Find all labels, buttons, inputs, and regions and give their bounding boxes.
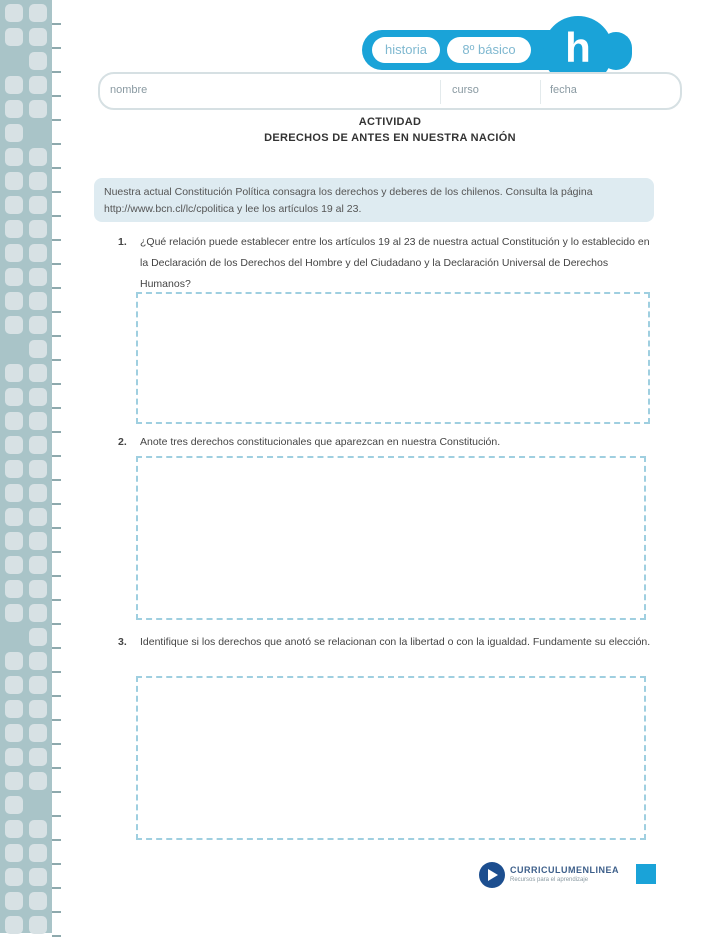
- perforation: [52, 167, 61, 169]
- strip-cell: [5, 364, 23, 382]
- strip-cell: [29, 484, 47, 502]
- strip-cell: [29, 580, 47, 598]
- strip-cell: [29, 532, 47, 550]
- answer-box-3[interactable]: [136, 676, 646, 840]
- strip-cell: [29, 244, 47, 262]
- perforation: [52, 23, 61, 25]
- strip-cell: [29, 748, 47, 766]
- strip-cell: [5, 388, 23, 406]
- curriculum-play-logo-icon: [479, 862, 505, 888]
- perforation: [52, 719, 61, 721]
- strip-cell: [29, 772, 47, 790]
- logo-h-icon: h: [543, 16, 613, 86]
- strip-cell: [29, 436, 47, 454]
- strip-cell: [5, 484, 23, 502]
- strip-cell: [29, 412, 47, 430]
- strip-cell: [5, 28, 23, 46]
- perforation: [52, 599, 61, 601]
- strip-cell: [5, 196, 23, 214]
- strip-cell: [5, 268, 23, 286]
- strip-cell: [29, 460, 47, 478]
- strip-cell: [29, 844, 47, 862]
- perforation: [52, 767, 61, 769]
- strip-cell: [29, 268, 47, 286]
- question-text: Identifique si los derechos que anotó se relacionan con la libertad o con la igualdad. Fundamente su elección.: [140, 636, 651, 648]
- student-info-bar: [98, 72, 682, 110]
- strip-cell: [29, 364, 47, 382]
- strip-cell: [5, 316, 23, 334]
- intro-box: Nuestra actual Constitución Política consagra los derechos y deberes de los chilenos. Consulta la página http://www.bcn.cl/lc/cpolitica y lee los artículos 19 al 23.: [94, 178, 654, 222]
- footer-square: [636, 864, 656, 884]
- strip-cell: [5, 772, 23, 790]
- strip-cell: [5, 460, 23, 478]
- perforation: [52, 647, 61, 649]
- strip-cell: [5, 604, 23, 622]
- perforation: [52, 287, 61, 289]
- perforation: [52, 455, 61, 457]
- perforation: [52, 407, 61, 409]
- strip-cell: [29, 676, 47, 694]
- strip-cell: [29, 628, 47, 646]
- strip-cell: [29, 820, 47, 838]
- activity-title: DERECHOS DE ANTES EN NUESTRA NACIÓN: [264, 132, 516, 144]
- perforation: [52, 335, 61, 337]
- perforation: [52, 71, 61, 73]
- strip-cell: [5, 508, 23, 526]
- strip-cell: [29, 916, 47, 934]
- question-number: 1.: [118, 236, 127, 248]
- question-1: [118, 232, 658, 295]
- perforation: [52, 671, 61, 673]
- strip-cell: [29, 4, 47, 22]
- strip-cell: [5, 676, 23, 694]
- perforation: [52, 743, 61, 745]
- question-number: 3.: [118, 636, 127, 648]
- footer-tagline: Recursos para el aprendizaje: [510, 877, 589, 883]
- strip-cell: [29, 724, 47, 742]
- strip-cell: [29, 148, 47, 166]
- strip-cell: [29, 28, 47, 46]
- perforation: [52, 575, 61, 577]
- strip-cell: [5, 700, 23, 718]
- strip-cell: [29, 652, 47, 670]
- strip-cell: [5, 652, 23, 670]
- perforation: [52, 887, 61, 889]
- strip-cell: [5, 148, 23, 166]
- strip-cell: [29, 52, 47, 70]
- strip-cell: [29, 76, 47, 94]
- strip-cell: [29, 556, 47, 574]
- perforation: [52, 839, 61, 841]
- strip-cell: [29, 220, 47, 238]
- question-text: Anote tres derechos constitucionales que aparezcan en nuestra Constitución.: [140, 436, 501, 448]
- divider: [440, 80, 441, 104]
- perforation: [52, 863, 61, 865]
- strip-cell: [5, 412, 23, 430]
- strip-cell: [5, 76, 23, 94]
- perforation: [52, 551, 61, 553]
- perforation: [52, 191, 61, 193]
- strip-cell: [5, 724, 23, 742]
- strip-cell: [5, 868, 23, 886]
- strip-cell: [29, 340, 47, 358]
- perforation: [52, 695, 61, 697]
- strip-cell: [29, 868, 47, 886]
- strip-cell: [5, 892, 23, 910]
- strip-cell: [29, 316, 47, 334]
- footer-brand: CURRICULUMENLINEA: [510, 865, 619, 875]
- strip-cell: [5, 436, 23, 454]
- perforation: [52, 815, 61, 817]
- strip-cell: [5, 820, 23, 838]
- answer-box-1[interactable]: [136, 292, 650, 424]
- strip-cell: [29, 700, 47, 718]
- question-3: [118, 632, 658, 653]
- date-field-label: fecha: [550, 84, 577, 96]
- strip-cell: [5, 844, 23, 862]
- perforation: [52, 215, 61, 217]
- strip-cell: [5, 556, 23, 574]
- strip-cell: [5, 172, 23, 190]
- strip-cell: [5, 532, 23, 550]
- perforation: [52, 263, 61, 265]
- question-2: [118, 432, 658, 453]
- subject-tag: historia: [372, 37, 440, 63]
- divider: [540, 80, 541, 104]
- course-field-label: curso: [452, 84, 479, 96]
- strip-cell: [5, 4, 23, 22]
- name-field-label: nombre: [110, 84, 148, 96]
- strip-cell: [5, 796, 23, 814]
- answer-box-2[interactable]: [136, 456, 646, 620]
- perforation: [52, 311, 61, 313]
- perforation: [52, 431, 61, 433]
- strip-cell: [5, 220, 23, 238]
- perforation: [52, 503, 61, 505]
- activity-heading: ACTIVIDAD: [358, 116, 422, 128]
- perforation: [52, 95, 61, 97]
- perforation: [52, 527, 61, 529]
- strip-cell: [29, 892, 47, 910]
- question-text: ¿Qué relación puede establecer entre los artículos 19 al 23 de nuestra actual Constitución y lo establecido en la Declaración de los Derechos del Hombre y del Ciudadano y la Declaración Universal de Derechos Humanos?: [140, 236, 650, 290]
- perforation: [52, 239, 61, 241]
- strip-cell: [5, 916, 23, 934]
- perforation: [52, 623, 61, 625]
- perforation: [52, 47, 61, 49]
- strip-cell: [5, 292, 23, 310]
- strip-cell: [29, 508, 47, 526]
- perforation: [52, 791, 61, 793]
- strip-cell: [29, 292, 47, 310]
- grade-tag: 8º básico: [447, 37, 531, 63]
- strip-cell: [5, 244, 23, 262]
- question-number: 2.: [118, 436, 127, 448]
- perforation: [52, 383, 61, 385]
- perforation: [52, 911, 61, 913]
- perforation: [52, 359, 61, 361]
- strip-cell: [29, 604, 47, 622]
- perforation: [52, 479, 61, 481]
- strip-cell: [29, 196, 47, 214]
- strip-cell: [5, 580, 23, 598]
- strip-cell: [29, 388, 47, 406]
- strip-cell: [29, 172, 47, 190]
- strip-cell: [5, 748, 23, 766]
